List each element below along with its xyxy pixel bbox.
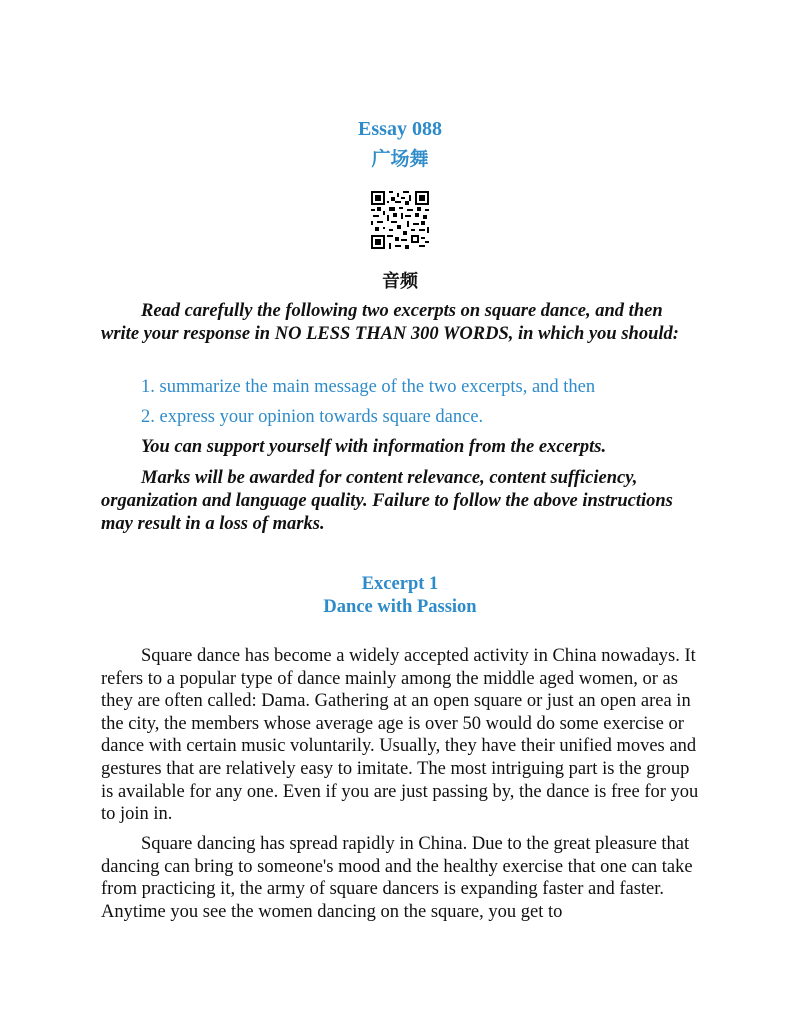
- instruction-item-1: 1. summarize the main message of the two excerpts, and then: [141, 377, 596, 397]
- excerpt-paragraph-1: Square dance has become a widely accepted activity in China nowadays. It refers to a popular type of dance mainly among the middle aged women, or as they are often called: Dama. Gathering at an open square or just an open area in the city, the members whose average age is over 50 would do some exercise or dance with certain music voluntarily. Usually, they have their unified moves and gestures that are relatively easy to imitate. The most intriguing part is the group is available for any one. Even if you are just passing by, the dance is free for you to join in.: [101, 646, 699, 825]
- essay-title-chinese: 广场舞: [371, 148, 429, 170]
- instruction-item-2: 2. express your opinion towards square dance.: [141, 407, 484, 427]
- instructions-intro: Read carefully the following two excerpts on square dance, and then write your response in NO LESS THAN 300 WORDS, in which you should:: [101, 301, 679, 344]
- excerpt-label: Excerpt 1: [361, 574, 439, 594]
- essay-title: Essay 088: [358, 118, 442, 140]
- audio-link[interactable]: 音频: [382, 271, 418, 292]
- instructions-marks: Marks will be awarded for content relevance, content sufficiency, organization and language quality. Failure to follow the above instructions may result in a loss of marks.: [101, 468, 673, 534]
- instructions-support: You can support yourself with information from the excerpts.: [141, 437, 607, 457]
- excerpt-paragraph-2: Square dancing has spread rapidly in China. Due to the great pleasure that dancing can bring to someone's mood and the healthy exercise that one can take from practicing it, the army of square dancers is expanding faster and faster. Anytime you see the women dancing on the square, you get to: [101, 834, 693, 922]
- excerpt-title: Dance with Passion: [323, 597, 477, 617]
- qr-code-icon[interactable]: [371, 191, 429, 249]
